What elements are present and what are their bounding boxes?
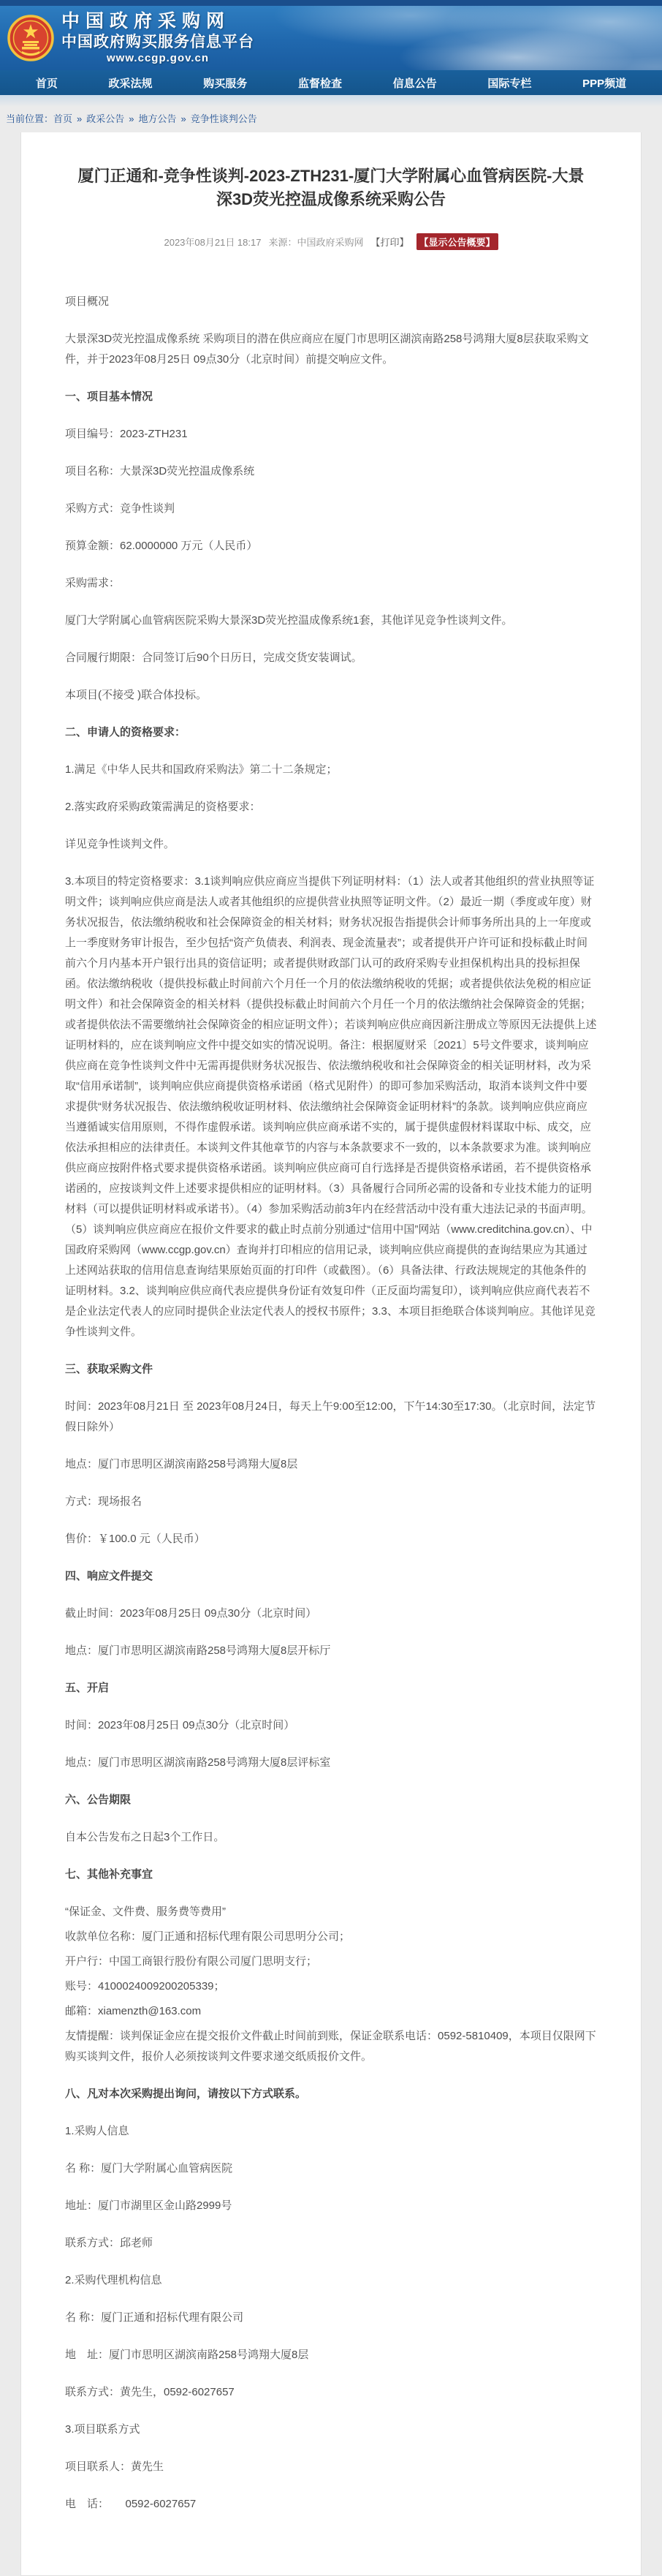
source-label: 来源：中国政府采购网 <box>268 237 364 248</box>
announcement-content-box <box>20 132 642 2576</box>
nav-item-5[interactable]: 国际专栏 <box>487 77 532 90</box>
article-paragraph: 方式：现场报名 <box>65 1495 142 1508</box>
nav-item-6[interactable]: PPP频道 <box>582 77 627 90</box>
article-paragraph: 大景深3D荧光控温成像系统 采购项目的潜在供应商应在厦门市思明区湖滨南路258号鸿翔大厦8层获取采购文件，并于2023年08月25日 09点30分（北京时间）前提交响应文件。 <box>65 333 589 366</box>
announcement-meta <box>21 233 641 250</box>
article-paragraph: 时间：2023年08月21日 至 2023年08月24日，每天上午9:00至12:00，下午14:30至17:30。（北京时间，法定节假日除外） <box>65 1400 596 1433</box>
breadcrumb-items <box>53 113 257 124</box>
breadcrumb-item-1[interactable]: 政采公告 <box>86 113 125 124</box>
site-url: www.ccgp.gov.cn <box>106 51 210 64</box>
article-paragraph: 采购方式：竞争性谈判 <box>65 502 175 515</box>
article-paragraph: 账号：4100024009200205339； <box>65 1980 225 1993</box>
article-section-heading: 三、获取采购文件 <box>65 1363 153 1375</box>
article-paragraph: 联系方式：黄先生，0592-6027657 <box>65 2386 235 2398</box>
site-subtitle: 中国政府购买服务信息平台 <box>61 33 254 50</box>
article-paragraph: 地 址：厦门市思明区湖滨南路258号鸿翔大厦8层 <box>65 2349 309 2361</box>
nav-item-4[interactable]: 信息公告 <box>392 77 437 90</box>
article-paragraph: 项目名称：大景深3D荧光控温成像系统 <box>65 465 255 477</box>
site-brand <box>0 6 662 64</box>
article-paragraph: 友情提醒：谈判保证金应在提交报价文件截止时间前到账，保证金联系电话：0592-5810409，本项目仅限网下购买谈判文件，报价人必须按谈判文件要求递交纸质报价文件。 <box>65 2030 596 2063</box>
national-emblem-logo <box>7 15 54 61</box>
article-paragraph: 地址：厦门市湖里区金山路2999号 <box>65 2199 232 2212</box>
article-section-heading: 六、公告期限 <box>65 1794 132 1806</box>
article-paragraph: 合同履行期限：合同签订后90个日历日，完成交货安装调试。 <box>65 651 362 664</box>
breadcrumb-item-0[interactable]: 首页 <box>53 113 73 124</box>
article-paragraph: 2.采购代理机构信息 <box>65 2274 162 2286</box>
article-paragraph: 详见竞争性谈判文件。 <box>65 838 175 850</box>
breadcrumb-item-2[interactable]: 地方公告 <box>138 113 177 124</box>
nav-item-2[interactable]: 购买服务 <box>203 77 248 90</box>
breadcrumb-separator: » <box>180 113 186 124</box>
nav-fade-divider <box>0 95 662 107</box>
article-paragraph: 地点：厦门市思明区湖滨南路258号鸿翔大厦8层 <box>65 1458 298 1470</box>
site-titles <box>61 12 254 64</box>
article-paragraph: 联系方式：邱老师 <box>65 2237 153 2249</box>
article-paragraph: 地点：厦门市思明区湖滨南路258号鸿翔大厦8层开标厅 <box>65 1644 331 1657</box>
main-nav <box>0 70 662 95</box>
article-section-heading: 一、项目基本情况 <box>65 390 153 403</box>
article-paragraph: 项目联系人：黄先生 <box>65 2460 164 2473</box>
article-paragraph: 名 称：厦门正通和招标代理有限公司 <box>65 2311 244 2324</box>
article-section-heading: 五、开启 <box>65 1682 110 1694</box>
breadcrumb <box>0 107 662 132</box>
article-paragraph: 项目编号：2023-ZTH231 <box>65 428 188 440</box>
article-paragraph: 名 称：厦门大学附属心血管病医院 <box>65 2162 233 2175</box>
article-paragraph: 项目概况 <box>65 295 110 308</box>
site-name: 中国政府采购网 <box>61 11 231 31</box>
article-section-heading: 二、申请人的资格要求： <box>65 726 186 739</box>
article-paragraph: 1.采购人信息 <box>65 2125 129 2137</box>
article-paragraph: 截止时间：2023年08月25日 09点30分（北京时间） <box>65 1607 317 1620</box>
article-paragraph: 地点：厦门市思明区湖滨南路258号鸿翔大厦8层评标室 <box>65 1756 331 1769</box>
article-paragraph: 自本公告发布之日起3个工作日。 <box>65 1831 225 1843</box>
article-section-heading: 四、响应文件提交 <box>65 1570 153 1582</box>
nav-item-3[interactable]: 监督检查 <box>297 77 342 90</box>
show-summary-button[interactable]: 【显示公告概要】 <box>416 233 498 250</box>
print-button[interactable]: 【打印】 <box>370 237 409 248</box>
breadcrumb-item-3[interactable]: 竞争性谈判公告 <box>190 113 257 124</box>
article-paragraph: 厦门大学附属心血管病医院采购大景深3D荧光控温成像系统1套，其他详见竞争性谈判文件。 <box>65 614 513 627</box>
site-header <box>0 6 662 70</box>
article-paragraph: 售价：￥100.0 元（人民币） <box>65 1533 205 1545</box>
nav-item-1[interactable]: 政采法规 <box>108 77 153 90</box>
article-paragraph: 预算金额：62.0000000 万元（人民币） <box>65 540 258 552</box>
header-top-strip <box>0 0 662 6</box>
article-paragraph: 本项目(不接受 )联合体投标。 <box>65 689 208 701</box>
breadcrumb-separator: » <box>129 113 134 124</box>
page-title: 厦门正通和-竞争性谈判-2023-ZTH231-厦门大学附属心血管病医院-大景深3D荧光控温成像系统采购公告 <box>77 167 585 208</box>
article-paragraph: 3.项目联系方式 <box>65 2423 140 2436</box>
breadcrumb-separator: » <box>77 113 83 124</box>
breadcrumb-prefix: 当前位置： <box>6 113 54 124</box>
nav-item-0[interactable]: 首页 <box>35 77 58 90</box>
article-paragraph: 时间：2023年08月25日 09点30分（北京时间） <box>65 1719 295 1731</box>
article-paragraph: 邮箱：xiamenzth@163.com <box>65 2005 202 2017</box>
article-body <box>21 250 641 2515</box>
article-paragraph: 1.满足《中华人民共和国政府采购法》第二十二条规定； <box>65 763 338 776</box>
article-paragraph: 3.本项目的特定资格要求：3.1谈判响应供应商应当提供下列证明材料：（1）法人或者其他组织的营业执照等证明文件；谈判响应供应商是法人或者其他组织的应提供营业执照等证明文件。（2）最近一期（季度或年度）财务状况报告，依法缴纳税收和社会保障资金的相关材料；财务状况报告指提供会计师事务所出具的上一年度或上一季度财务审计报告，至少包括“资产负债表、利润表、现金流量表”；或者提供开户许可证和投标截止时间前六个月内基本开户银行出具的资信证明；或者提供财政部门认可的政府采购专业担保机构出具的投标担保函。依法缴纳税收（提供投标截止时间前六个月任一个月的依法缴纳税收的凭据；或者提供依法免税的相应证明文件）和社会保障资金的相关材料（提供投标截止时间前六个月任一个月的依法缴纳社会保障资金的凭据；或者提供依法不需要缴纳社会保障资金的相应证明文件）；若谈判响应供应商因新注册成立等原因无法提供上述证明材料的，应在谈判响应文件中提交如实的情况说明。备注：根据厦财采〔2021〕5号文件要求，谈判响应供应商在竞争性谈判文件中无需再提供财务状况报告、依法缴纳税收和社会保障资金的相关证明材料，改为采取“信用承诺制”，谈判响应供应商提供资格承诺函（格式见附件）的即可参加采购活动，取消本谈判文件中要求提供“财务状况报告、依法缴纳税收证明材料、依法缴纳社会保障资金证明材料”的条款。谈判响应供应商应当遵循诚实信用原则，不得作虚假承诺。谈判响应供应商承诺不实的，属于提供虚假材料谋取中标、成交，应依法承担相应的法律责任。本谈判文件其他章节的内容与本条款要求不一致的，以本条款要求为准。谈判响应供应商应按附件格式要求提供资格承诺函。谈判响应供应商可自行选择是否提供资格承诺函，若不提供资格承诺函的，应按谈判文件上述要求提供相应的证明材料。（3）具备履行合同所必需的设备和专业技术能力的证明材料（可以提供证明材料或承诺书）。（4）参加采购活动前3年内在经营活动中没有重大违法记录的书面声明。（5）谈判响应供应商应在报价文件要求的截止时点前分别通过“信用中国”网站（www.creditchina.gov.cn）、中国政府采购网（www.ccgp.gov.cn）查询并打印相应的信用记录，谈判响应供应商提供的查询结果应为其通过上述网站获取的信用信息查询结果原始页面的打印件（或截图）。（6）具备法律、行政法规规定的其他条件的证明材料。3.2、谈判响应供应商代表应提供身份证有效复印件（正反面均需复印），谈判响应供应商代表若不是企业法定代表人的应同时提供企业法定代表人的授权书原件；3.3、本项目拒绝联合体谈判响应。其他详见竞争性谈判文件。 <box>65 875 597 1338</box>
article-section-heading: 八、凡对本次采购提出询问，请按以下方式联系。 <box>65 2088 307 2100</box>
article-paragraph: “保证金、文件费、服务费等费用” <box>65 1905 226 1918</box>
article-paragraph: 收款单位名称：厦门正通和招标代理有限公司思明分公司； <box>65 1930 351 1943</box>
article-paragraph: 电 话： 0592-6027657 <box>65 2498 197 2510</box>
publish-time: 2023年08月21日 18:17 <box>164 237 262 248</box>
article-paragraph: 开户行：中国工商银行股份有限公司厦门思明支行； <box>65 1955 318 1968</box>
article-paragraph: 2.落实政府采购政策需满足的资格要求： <box>65 801 261 813</box>
article-section-heading: 七、其他补充事宜 <box>65 1868 153 1881</box>
article-paragraph: 采购需求： <box>65 577 121 589</box>
